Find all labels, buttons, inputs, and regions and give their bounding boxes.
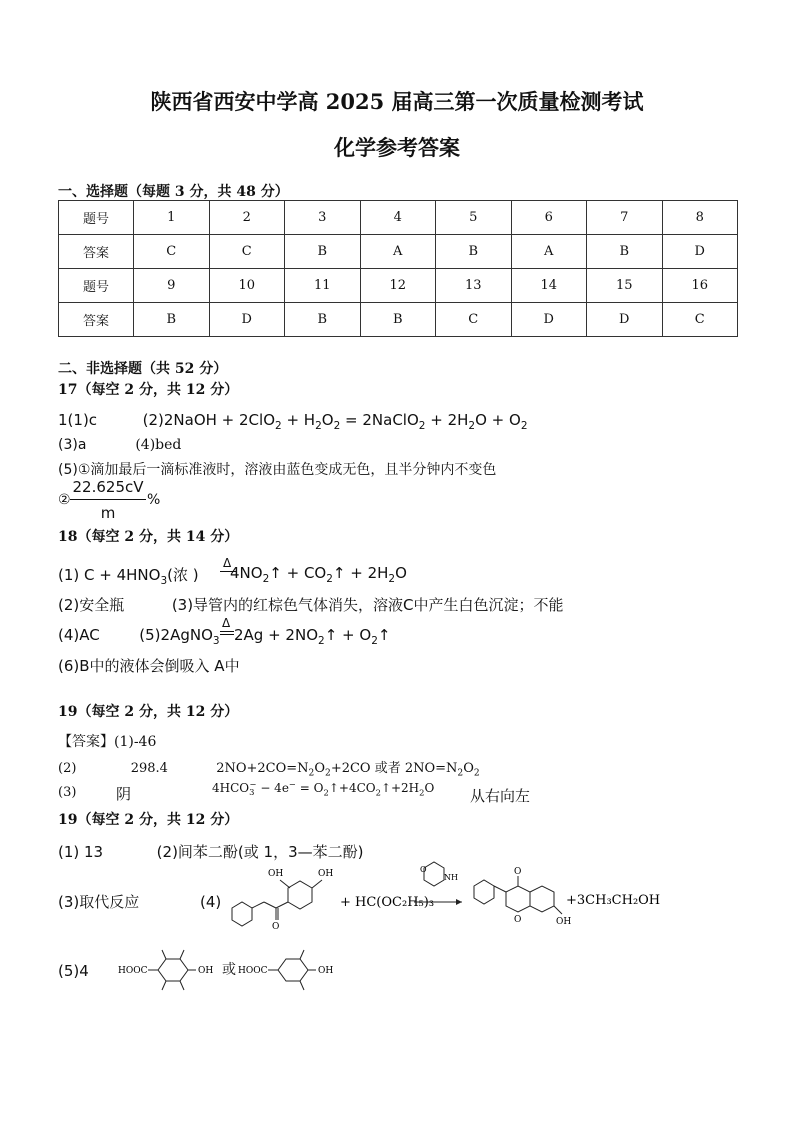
table-cell: 2 xyxy=(209,201,285,235)
eq-part: +2CO 或者 2NO=N xyxy=(330,761,458,776)
table-cell: C xyxy=(662,303,738,337)
q19a-answer-3: 阴 xyxy=(116,785,132,803)
q19a-heading: 19（每空 2 分，共 12 分） xyxy=(58,704,239,720)
reaction-arrow xyxy=(220,631,234,632)
section2-heading: 二、非选择题（共 52 分） xyxy=(58,361,228,377)
table-cell: 4 xyxy=(360,201,436,235)
hydroxyl-label: OH xyxy=(318,966,334,976)
q19b-answer-1: (1) 13 xyxy=(58,843,104,861)
q19a-line3-label: (3) xyxy=(58,785,77,800)
q17-answer-5: (5)①滴加最后一滴标准液时，溶液由蓝色变成无色，且半分钟内不变色 xyxy=(58,462,497,478)
q18-answer-6: (6)B中的液体会倒吸入 A中 xyxy=(58,657,240,675)
nh-label: NH xyxy=(444,873,458,882)
q18-heading: 18（每空 2 分，共 14 分） xyxy=(58,529,239,545)
table-cell: 11 xyxy=(285,269,361,303)
q19a-line2: (2) 298.4 $2NO+2CO=N_2O_2+2CO$ 或者 $2NO=N_2O_2$ xyxy=(58,761,480,779)
table-cell: 13 xyxy=(436,269,512,303)
oxygen-label: O xyxy=(420,865,427,874)
q17-line2 xyxy=(58,437,181,453)
table-cell: 7 xyxy=(587,201,663,235)
table-cell: 8 xyxy=(662,201,738,235)
eq-part: O xyxy=(321,411,334,429)
q18-line3: (4)AC (5)2AgNO$_3$ xyxy=(58,626,220,647)
table-cell: 1 xyxy=(134,201,210,235)
hydroxyl-label: OH xyxy=(318,869,334,879)
eq-part: O xyxy=(424,781,435,795)
q17-answer-4: (4)bed xyxy=(135,437,182,453)
table-cell: 12 xyxy=(360,269,436,303)
q19a-answer-4: 从右向左 xyxy=(470,787,531,805)
table-cell: D xyxy=(209,303,285,337)
table-cell: C xyxy=(209,235,285,269)
eq-part: ↑+4CO xyxy=(328,781,376,795)
table-row xyxy=(59,201,738,235)
hooc-label: HOOC xyxy=(238,966,268,976)
q19a-answer-1: 【答案】(1)-46 xyxy=(58,734,157,750)
table-cell: B xyxy=(285,235,361,269)
answer-table xyxy=(58,200,738,337)
eq-part: 4HCO xyxy=(212,781,250,795)
row-label: 答案 xyxy=(59,235,134,269)
eq-part: = O xyxy=(295,781,324,795)
eq-part: ↑+2H xyxy=(380,781,420,795)
page-title: 陕西省西安中学高 2025 届高三第一次质量检测考试 xyxy=(150,89,644,114)
q19b-heading: 19（每空 2 分，共 12 分） xyxy=(58,812,239,828)
oxygen-label: O xyxy=(272,922,280,930)
isomer-2-structure xyxy=(268,950,316,990)
q19b-answer-2: (2)间苯二酚(或 1，3—苯二酚) xyxy=(156,843,364,861)
eq-part: 2NO+2CO=N xyxy=(216,761,309,776)
eq-part: (浓 ) xyxy=(167,566,199,584)
q19b-answer-5: (5)4 xyxy=(58,962,89,980)
fraction-denominator: m xyxy=(100,504,116,522)
hydroxyl-label: OH xyxy=(268,869,284,879)
table-cell: B xyxy=(134,303,210,337)
table-cell: D xyxy=(587,303,663,337)
q17-heading: 17（每空 2 分，共 12 分） xyxy=(58,382,239,398)
arrow-head xyxy=(456,899,462,905)
eq-part: = 2NaClO xyxy=(340,411,419,429)
table-cell: 9 xyxy=(134,269,210,303)
q17-circle-2: ② xyxy=(58,492,71,508)
q19b-line2-label: (4) xyxy=(200,893,222,911)
table-cell: 15 xyxy=(587,269,663,303)
table-cell: D xyxy=(662,235,738,269)
table-cell: 6 xyxy=(511,201,587,235)
hooc-label: HOOC xyxy=(118,966,148,976)
reaction-arrow xyxy=(220,634,234,635)
byproduct-label: +3CH₃CH₂OH xyxy=(566,893,661,908)
table-row xyxy=(59,235,738,269)
oxygen-label: O xyxy=(514,915,522,925)
q18-answer-3: (3)导管内的红棕色气体消失，溶液C中产生白色沉淀；不能 xyxy=(171,596,564,614)
table-cell: 3 xyxy=(285,201,361,235)
table-row xyxy=(59,269,738,303)
section1-heading: 一、选择题（每题 3 分，共 48 分） xyxy=(58,184,289,200)
eq-part: ↑ + 2H xyxy=(332,564,389,582)
table-cell: B xyxy=(436,235,512,269)
eq-part: 4NO xyxy=(230,564,263,582)
delta-symbol: Δ xyxy=(222,616,231,630)
product-structure xyxy=(474,876,562,914)
q18-answer-2: (2)安全瓶 xyxy=(58,596,125,614)
q17-answer-3: (3)a xyxy=(58,437,87,453)
table-cell: B xyxy=(285,303,361,337)
q18-line2 xyxy=(58,594,564,615)
q19b-answer-3: (3)取代反应 xyxy=(58,893,140,911)
row-label: 题号 xyxy=(59,269,134,303)
eq-part: ↑ + CO xyxy=(269,564,327,582)
eq-part: − 4e xyxy=(256,781,289,795)
table-cell: C xyxy=(436,303,512,337)
eq-part: O xyxy=(463,761,474,776)
q17-line1: 1(1)c (2)2NaOH + $2ClO_2 + H_2O_2$ = 2NaClO$_2$ + $2H_2O + O_2$ xyxy=(58,411,528,432)
fraction-bar xyxy=(70,499,146,500)
table-cell: 14 xyxy=(511,269,587,303)
row-label: 答案 xyxy=(59,303,134,337)
table-cell: 5 xyxy=(436,201,512,235)
table-cell: A xyxy=(360,235,436,269)
q19a-electrode-equation: $4HCO_3^- - 4e^-$ = $O_2↑+4CO_2↑+2H_2O$ xyxy=(212,779,435,798)
eq-part: ↑ xyxy=(377,626,391,644)
eq-part: + 2H xyxy=(425,411,469,429)
eq-part: O + O xyxy=(475,411,521,429)
table-cell: B xyxy=(360,303,436,337)
q18-answer-4: (4)AC xyxy=(58,626,100,644)
q17-answer-2: (2)2NaOH + 2ClO xyxy=(142,411,275,429)
isomer-1-structure xyxy=(148,950,196,990)
table-cell: 10 xyxy=(209,269,285,303)
eq-part: ↑ + O xyxy=(324,626,372,644)
hydroxyl-label: OH xyxy=(556,917,572,927)
reagent-label: + HC(OC₂H₅)₃ xyxy=(340,895,435,910)
eq-part: (2) xyxy=(58,761,77,776)
morpholine-structure xyxy=(424,862,444,886)
q19b-line1 xyxy=(58,841,363,862)
q17-answer-1: 1(1)c xyxy=(58,411,98,429)
eq-part: O xyxy=(395,564,407,582)
eq-part: + H xyxy=(281,411,316,429)
q18-line3-right: $2Ag + 2NO_2↑$ + $O_2↑$ xyxy=(234,626,391,647)
eq-part: (5)2AgNO xyxy=(139,626,213,644)
table-cell: B xyxy=(587,235,663,269)
table-row xyxy=(59,303,738,337)
eq-part: (1) C + 4HNO xyxy=(58,566,161,584)
page-subtitle: 化学参考答案 xyxy=(334,135,460,160)
hydroxyl-label: OH xyxy=(198,966,214,976)
eq-part: O xyxy=(314,761,326,776)
oxygen-label: O xyxy=(514,867,522,877)
q18-line1-right: $4NO_2↑$ + $CO_2↑ + 2H_2O$ xyxy=(230,564,407,585)
row-label: 题号 xyxy=(59,201,134,235)
or-label: 或 xyxy=(222,959,236,979)
eq-part: 2Ag + 2NO xyxy=(234,626,319,644)
fraction-numerator: 22.625cV xyxy=(72,478,144,496)
table-cell: A xyxy=(511,235,587,269)
table-cell: 16 xyxy=(662,269,738,303)
reactant-structure xyxy=(232,880,322,926)
reaction-scheme xyxy=(222,860,662,930)
delta-symbol: Δ xyxy=(223,556,232,570)
q18-line1: (1) $C + 4HNO_3$(浓 ) xyxy=(58,566,199,587)
table-cell: C xyxy=(134,235,210,269)
q19a-answer-2: 298.4 xyxy=(130,761,168,776)
percent-sign: % xyxy=(147,492,161,508)
table-cell: D xyxy=(511,303,587,337)
